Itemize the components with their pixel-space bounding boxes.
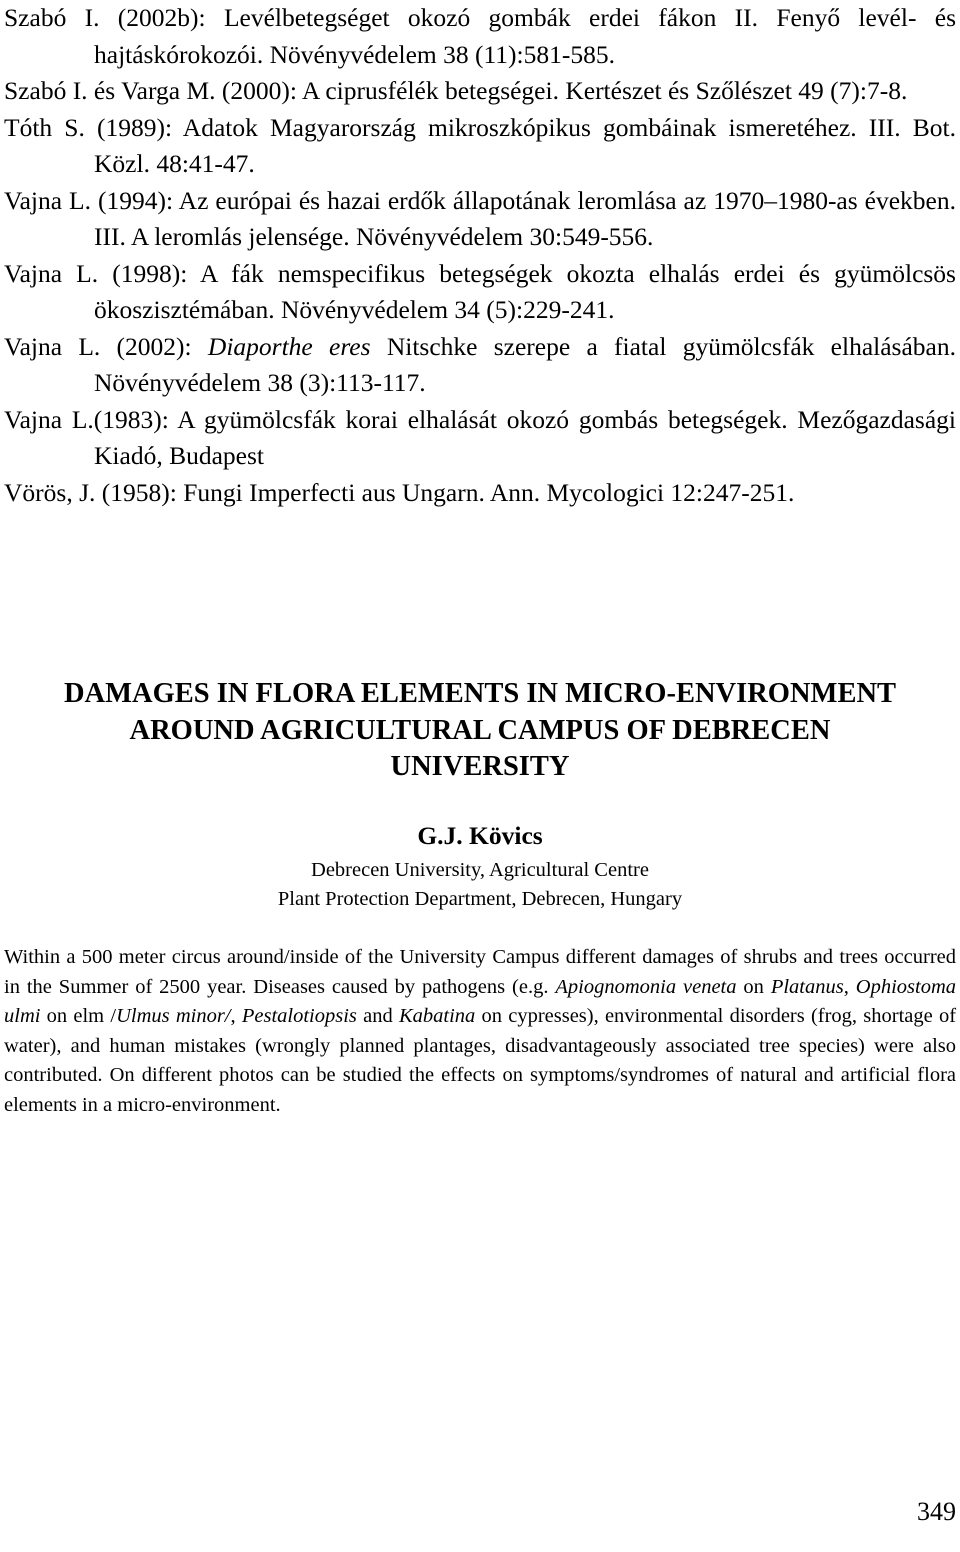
- abstract-species-name: Ophiostoma ulmi: [4, 975, 957, 1028]
- abstract-text: ,: [230, 1005, 242, 1028]
- abstract-species-name: Platanus: [770, 975, 844, 998]
- reference-text: Vajna L.(1983): A gyümölcsfák korai elhalását okozó gombás betegségek. Mezőgazdasági Kiadó, Budapest: [4, 404, 956, 470]
- abstract-text: ,: [843, 975, 856, 998]
- abstract-species-name: Pestalotiopsis: [241, 1005, 357, 1028]
- paper-title-line: AROUND AGRICULTURAL CAMPUS OF DEBRECEN: [129, 714, 831, 746]
- abstract-text: on: [736, 975, 771, 998]
- paper-title-line: UNIVERSITY: [390, 751, 570, 782]
- reference-entry: [4, 183, 956, 256]
- abstract-paragraph: [4, 943, 956, 1121]
- author-affiliation: [0, 856, 960, 914]
- reference-list: [4, 0, 956, 511]
- reference-text: Vajna L. (1994): Az európai és hazai erdők állapotának leromlása az 1970–1980-as években. III. A leromlás jelensége. Növényvédelem 30:549-556.: [4, 185, 956, 251]
- paper-title-line: DAMAGES IN FLORA ELEMENTS IN MICRO-ENVIRONMENT: [63, 678, 897, 709]
- reference-entry: [4, 329, 956, 402]
- abstract-text: and: [356, 1005, 399, 1028]
- abstract-species-name: Kabatina: [398, 1005, 476, 1028]
- reference-entry: [4, 0, 956, 73]
- abstract-species-name: Apiognomonia veneta: [555, 975, 737, 998]
- reference-entry: [4, 402, 956, 475]
- reference-text: Szabó I. (2002b): Levélbetegséget okozó gombák erdei fákon II. Fenyő levél- és hajtáskórokozói. Növényvédelem 38 (11):581-585.: [4, 3, 956, 69]
- affiliation-line: Debrecen University, Agricultural Centre: [311, 859, 649, 881]
- reference-species-name: Diaporthe eres: [207, 331, 371, 361]
- reference-entry: [4, 110, 956, 183]
- abstract-text: Within a 500 meter circus around/inside of the University Campus different damages of shrubs and trees occurred in the Summer of 2500 year. Diseases caused by pathogens (e.g.: [4, 946, 956, 998]
- affiliation-line: Plant Protection Department, Debrecen, Hungary: [277, 888, 683, 910]
- reference-text: Szabó I. és Varga M. (2000): A ciprusfélék betegségei. Kertészet és Szőlészet 49 (7):7-8.: [4, 76, 908, 105]
- paper-title: [0, 676, 960, 786]
- page-number: 349: [917, 1497, 956, 1526]
- reference-text: Vörös, J. (1958): Fungi Imperfecti aus Ungarn. Ann. Mycologici 12:247-251.: [4, 477, 795, 507]
- reference-text: Nitschke szerepe a fiatal gyümölcsfák elhalásában. Növényvédelem 38 (3):113-117.: [94, 331, 956, 397]
- abstract-text: on elm /: [40, 1005, 117, 1028]
- reference-text: Vajna L. (2002):: [4, 331, 208, 361]
- author-name: G.J. Kövics: [417, 821, 543, 850]
- abstract-species-name: Ulmus minor/: [116, 1005, 231, 1028]
- abstract-text: on cypresses), environmental disorders (frog, shortage of water), and human mistakes (wrongly planned plantages, disadvantageously associated tree species) were also contributed. On different photos can be studied the effects on symptoms/syndromes of natural and artificial flora elements in a micro-environment.: [4, 1005, 957, 1116]
- reference-entry: [4, 73, 956, 110]
- reference-text: Vajna L. (1998): A fák nemspecifikus betegségek okozta elhalás erdei és gyümölcsös ökoszisztémában. Növényvédelem 34 (5):229-241.: [4, 258, 956, 324]
- reference-entry: [4, 475, 956, 512]
- reference-text: Tóth S. (1989): Adatok Magyarország mikroszkópikus gombáinak ismeretéhez. III. Bot. Közl. 48:41-47.: [4, 112, 956, 178]
- reference-entry: [4, 256, 956, 329]
